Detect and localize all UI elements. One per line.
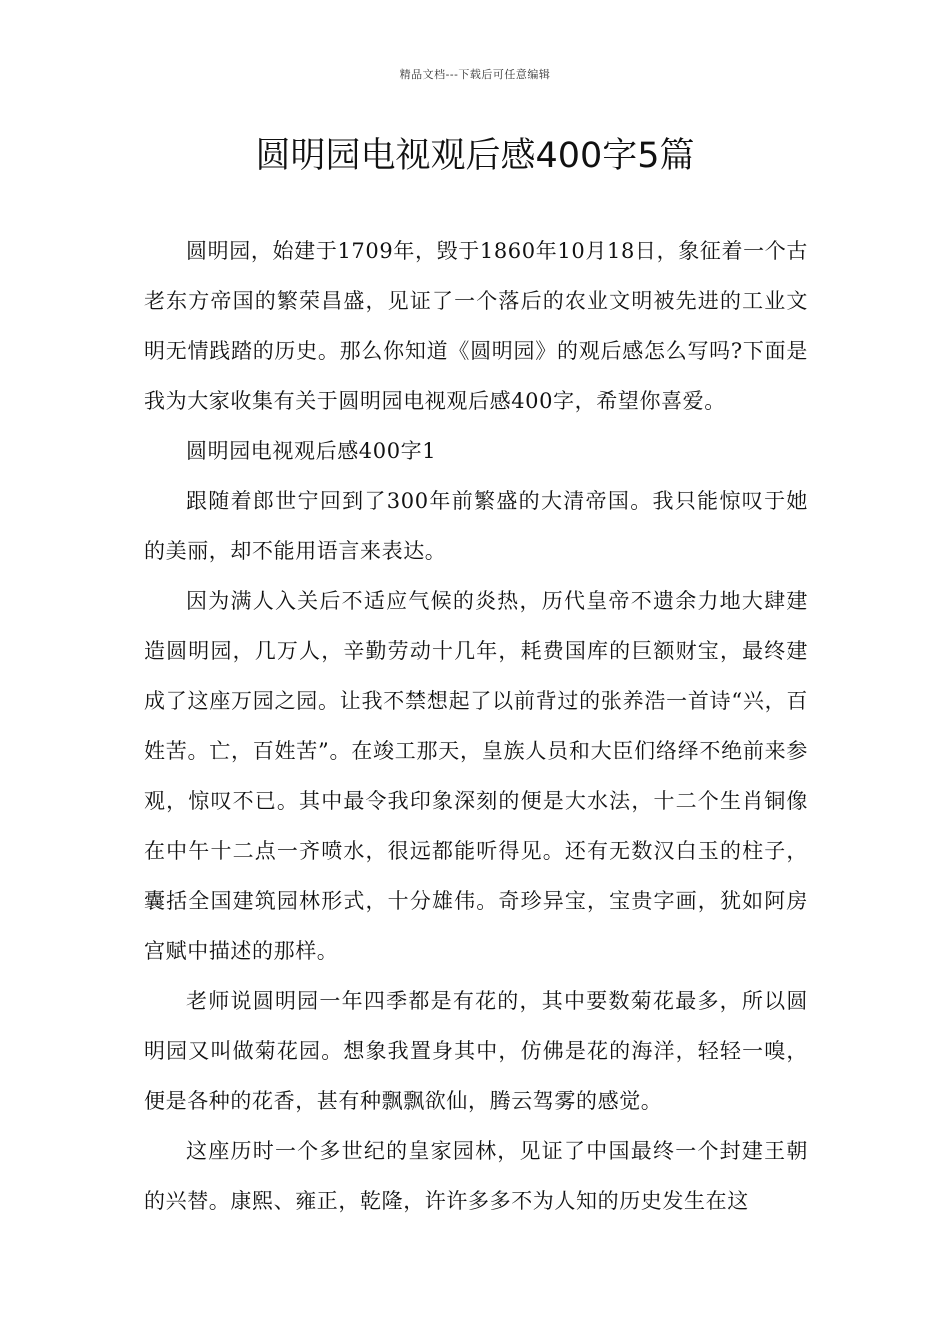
document-body <box>144 226 808 1226</box>
document-title: 圆明园电视观后感400字5篇 <box>255 136 695 176</box>
paragraph: 这座历时一个多世纪的皇家园林，见证了中国最终一个封建王朝的兴替。康熙、雍正，乾隆，许许多多不为人知的历史发生在这 <box>144 1139 808 1213</box>
section-heading-1: 圆明园电视观后感400字1 <box>186 439 437 463</box>
header-note: 精品文档---下载后可任意编辑 <box>399 68 551 81</box>
paragraph: 老师说圆明园一年四季都是有花的，其中要数菊花最多，所以圆明园又叫做菊花园。想象我置身其中，仿佛是花的海洋，轻轻一嗅，便是各种的花香，甚有种飘飘欲仙，腾云驾雾的感觉。 <box>144 989 808 1113</box>
paragraph: 因为满人入关后不适应气候的炎热，历代皇帝不遗余力地大肆建造圆明园，几万人，辛勤劳动十几年，耗费国库的巨额财宝，最终建成了这座万园之园。让我不禁想起了以前背过的张养浩一首诗“兴，百姓苦。亡，百姓苦”。在竣工那天，皇族人员和大臣们络绎不绝前来参观，惊叹不已。其中最令我印象深刻的便是大水法，十二个生肖铜像在中午十二点一齐喷水，很远都能听得见。还有无数汉白玉的柱子，囊括全国建筑园林形式，十分雄伟。奇珍异宝，宝贵字画，犹如阿房宫赋中描述的那样。 <box>144 589 808 963</box>
paragraph-intro: 圆明园，始建于1709年，毁于1860年10月18日，象征着一个古老东方帝国的繁荣昌盛，见证了一个落后的农业文明被先进的工业文明无情践踏的历史。那么你知道《圆明园》的观后感怎么写吗?下面是我为大家收集有关于圆明园电视观后感400字，希望你喜爱。 <box>144 239 808 413</box>
paragraph: 跟随着郎世宁回到了300年前繁盛的大清帝国。我只能惊叹于她的美丽，却不能用语言来表达。 <box>144 489 808 563</box>
